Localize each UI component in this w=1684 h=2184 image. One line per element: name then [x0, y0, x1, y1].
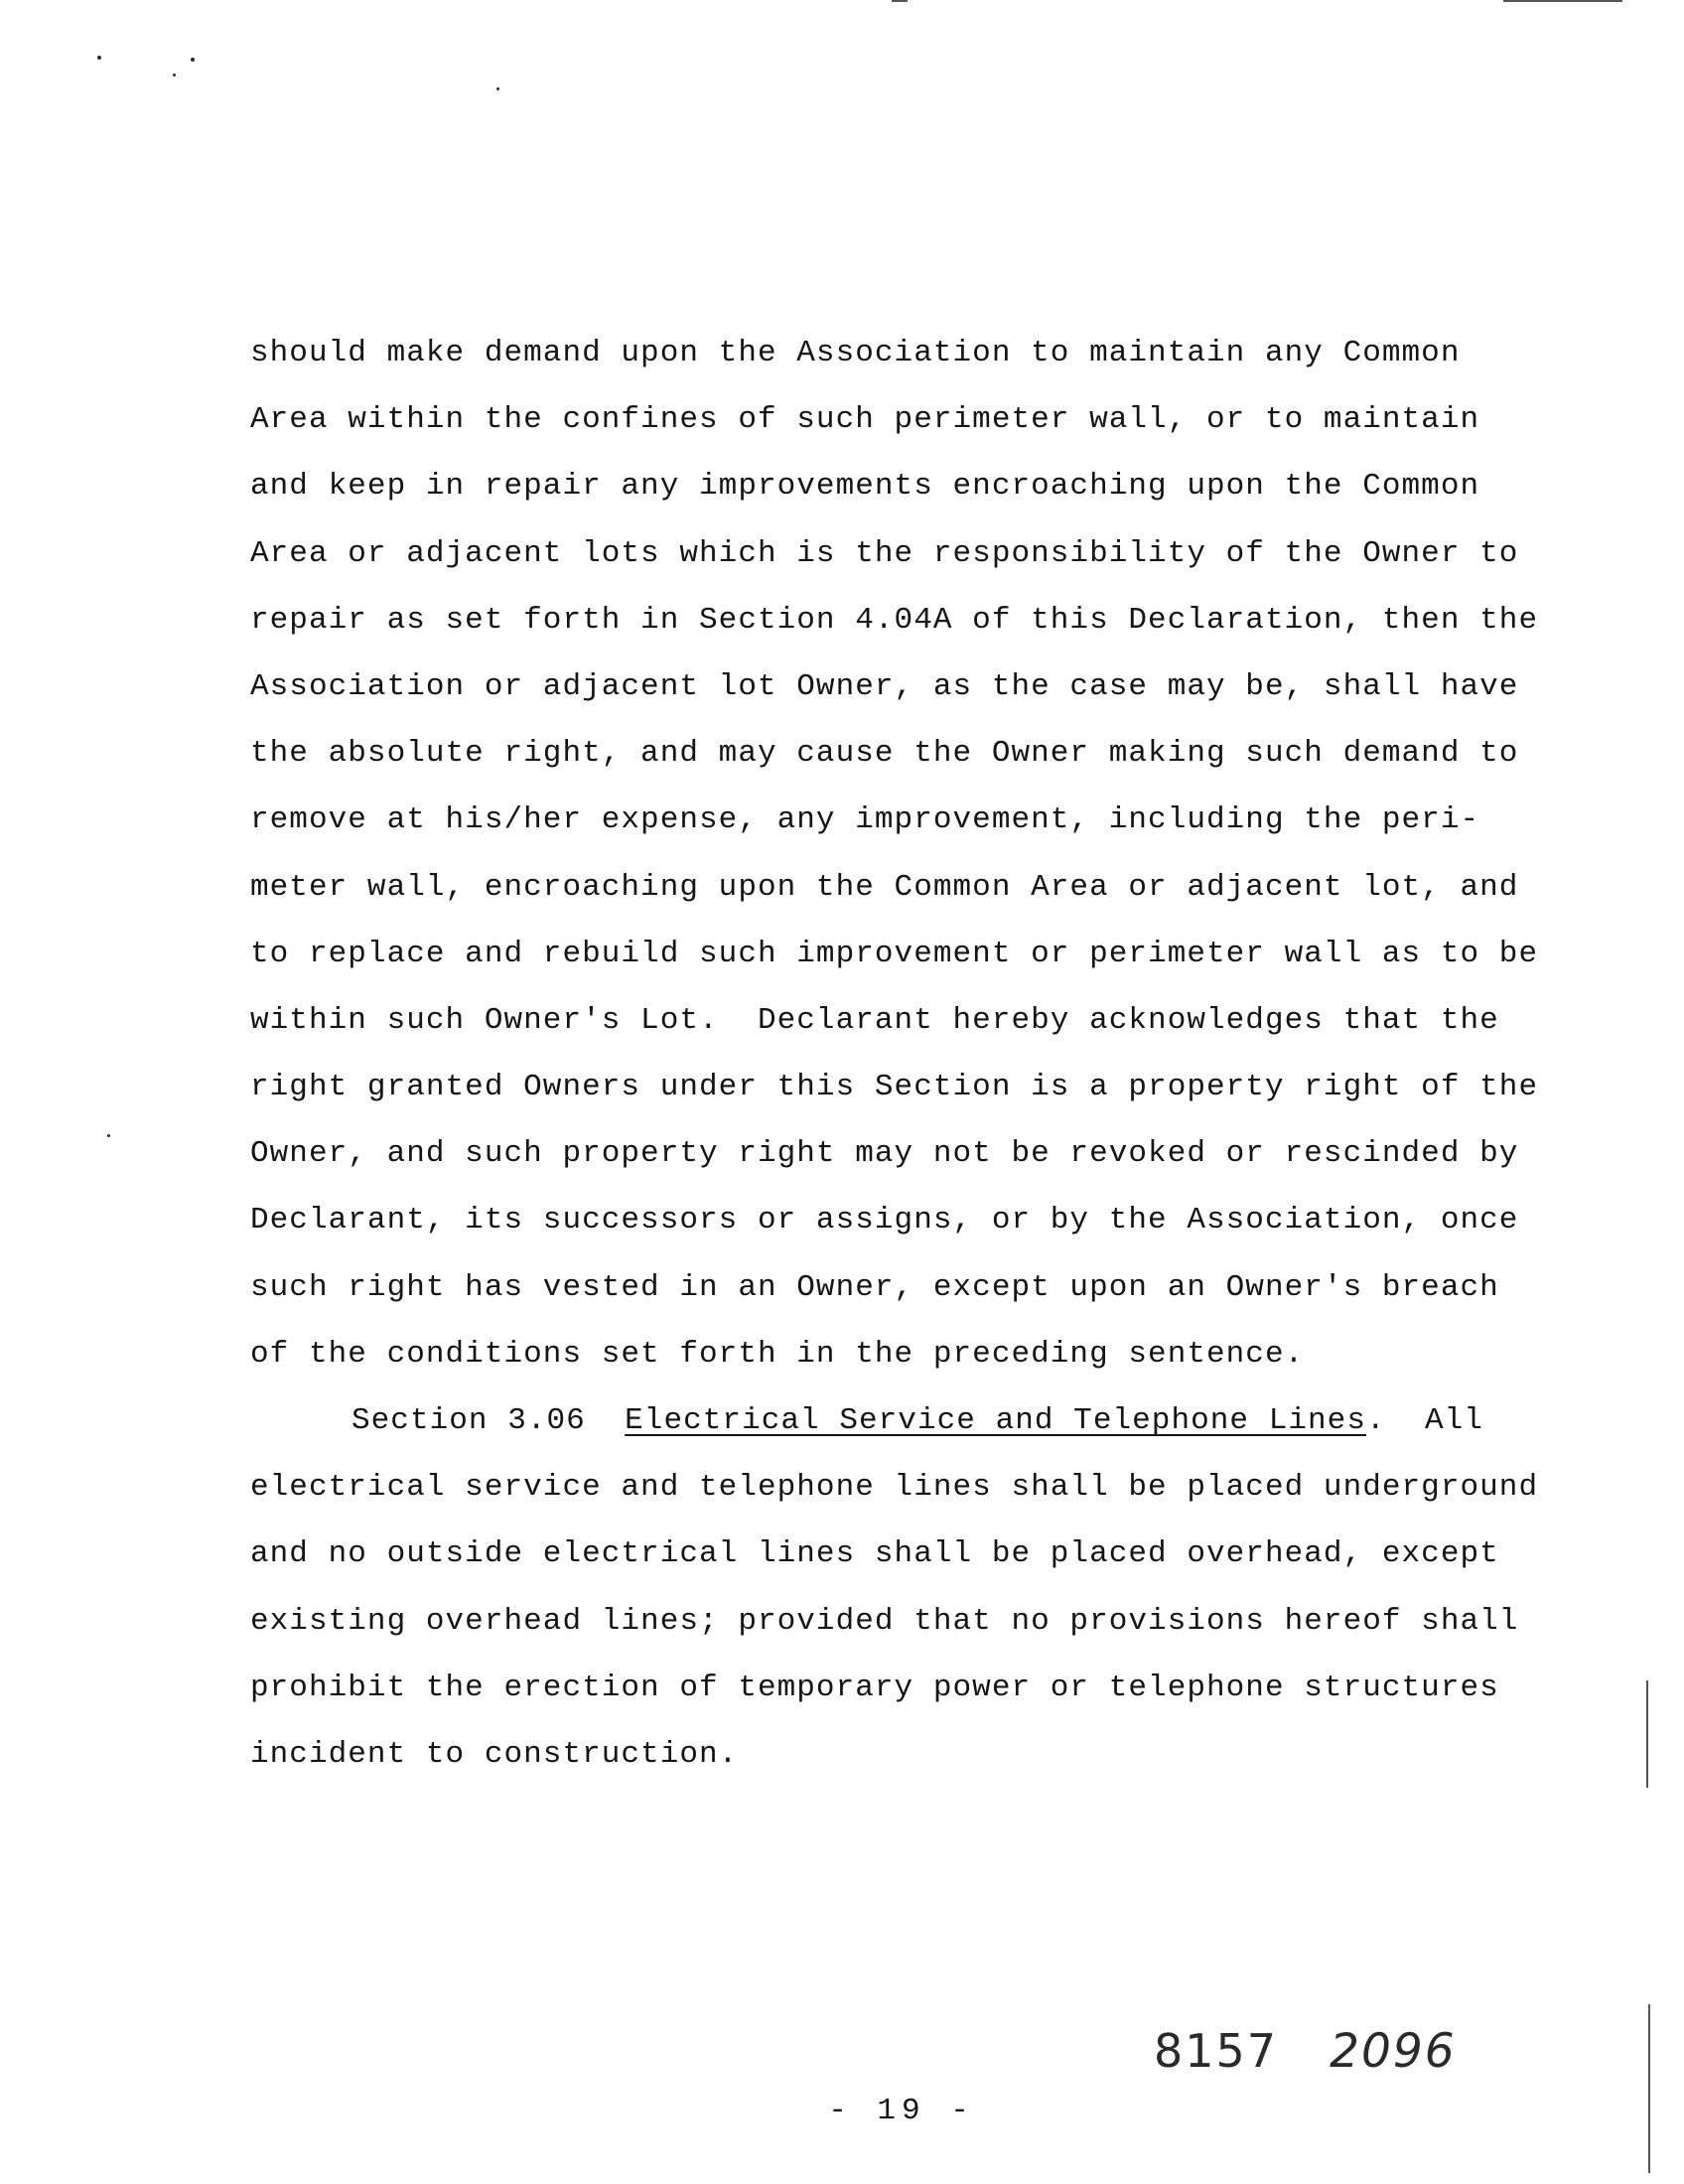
- section-number: Section 3.06: [351, 1403, 586, 1438]
- scan-edge-mark: [892, 0, 908, 2]
- page-number: - 19 -: [828, 2094, 975, 2128]
- text-line: Declarant, its successors or assigns, or by the Association, once: [250, 1203, 1519, 1238]
- text-line: Area or adjacent lots which is the responsibility of the Owner to: [250, 535, 1519, 571]
- text-line: existing overhead lines; provided that no provisions hereof shall: [250, 1603, 1519, 1639]
- section-heading-tail: . All: [1365, 1403, 1483, 1438]
- body-text: [250, 320, 1581, 1788]
- text-line: meter wall, encroaching upon the Common Area or adjacent lot, and: [250, 869, 1519, 905]
- text-line: Area within the confines of such perimeter wall, or to maintain: [250, 402, 1480, 438]
- recording-page-number: 2096: [1330, 2024, 1457, 2079]
- text-line: Association or adjacent lot Owner, as the case may be, shall have: [250, 668, 1519, 704]
- text-line: Owner, and such property right may not be revoked or rescinded by: [250, 1136, 1519, 1172]
- text-line: electrical service and telephone lines shall be placed underground: [250, 1470, 1539, 1506]
- scan-speck: [107, 1134, 110, 1137]
- scan-speck: [191, 58, 195, 62]
- recording-stamp: [1154, 2024, 1457, 2079]
- text-line: right granted Owners under this Section is a property right of the: [250, 1070, 1539, 1105]
- text-line: the absolute right, and may cause the Owner making such demand to: [250, 736, 1519, 772]
- text-line: incident to construction.: [250, 1736, 739, 1772]
- scan-edge-mark: [1648, 2004, 1650, 2173]
- section-heading: Electrical Service and Telephone Lines: [625, 1403, 1366, 1438]
- section-heading-line: [250, 1387, 1581, 1454]
- text-line: prohibit the erection of temporary power or telephone structures: [250, 1670, 1499, 1705]
- scan-speck: [173, 73, 176, 76]
- text-line: to replace and rebuild such improvement or perimeter wall as to be: [250, 936, 1539, 971]
- scan-speck: [97, 56, 101, 60]
- scan-speck: [496, 87, 499, 90]
- text-line: repair as set forth in Section 4.04A of this Declaration, then the: [250, 602, 1539, 638]
- recording-book-number: 8157: [1154, 2024, 1279, 2078]
- text-line: of the conditions set forth in the preceding sentence.: [250, 1336, 1305, 1372]
- text-line: within such Owner's Lot. Declarant hereby acknowledges that the: [250, 1002, 1499, 1038]
- text-line: should make demand upon the Association to maintain any Common: [250, 336, 1461, 370]
- scan-edge-mark: [1646, 1680, 1648, 1788]
- text-line: and keep in repair any improvements encroaching upon the Common: [250, 469, 1480, 505]
- scan-edge-mark: [1503, 0, 1622, 2]
- text-line: such right has vested in an Owner, except upon an Owner's breach: [250, 1269, 1499, 1305]
- text-line: and no outside electrical lines shall be placed overhead, except: [250, 1536, 1499, 1572]
- text-line: remove at his/her expense, any improvement, including the peri-: [250, 802, 1480, 838]
